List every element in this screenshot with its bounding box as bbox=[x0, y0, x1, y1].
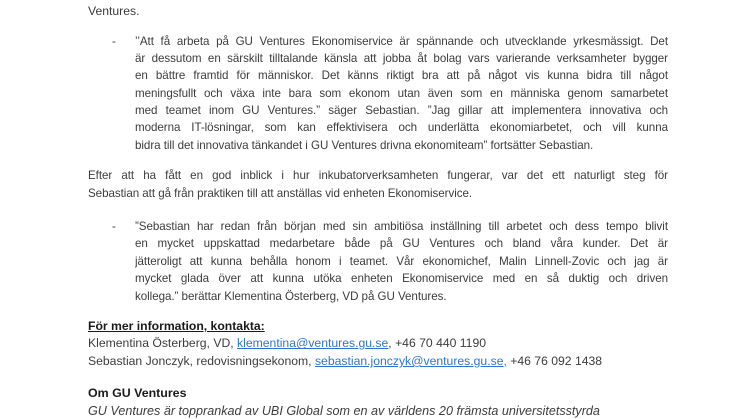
text-line: Efter att ha fått en god inblick i hur inkubatorverksamheten fungerar, var det ett naturligt steg för bbox=[88, 169, 668, 183]
text-line: bidra till det innovativa tänkandet i GU Ventures drivna ekonomiteam” fortsätter Sebastian. bbox=[135, 138, 594, 152]
text-line: en bättre framtid för människor. Det känns riktigt bra att på något vis kunna bidra till något bbox=[135, 69, 668, 83]
email-link-sebastian[interactable]: sebastian.jonczyk@ventures.gu.se, bbox=[314, 353, 507, 368]
text-line: Sebastian att gå från praktiken till att anställas vid enheten Ekonomiservice. bbox=[88, 186, 473, 200]
text-line: ’’Att få arbeta på GU Ventures Ekonomiservice är spännande och utvecklande yrkesmässigt. Det bbox=[135, 34, 668, 48]
text-line: med teamet inom GU Ventures.” säger Sebastian. ”Jag gillar att implementera innovativa och bbox=[135, 104, 668, 118]
body-paragraph bbox=[88, 167, 668, 202]
quote-bullet-2 bbox=[88, 218, 668, 305]
bullet-marker: - bbox=[112, 34, 116, 48]
quote-paragraph-1 bbox=[135, 33, 668, 155]
bullet-marker: - bbox=[112, 220, 116, 234]
about-text: GU Ventures är topprankad av UBI Global som en av världens 20 främsta universitetsstyrda bbox=[88, 403, 600, 418]
text-line: jätteroligt att kunna behålla honom i teamet. Vår ekonomichef, Malin Linnell-Zovic och jag är bbox=[135, 254, 668, 268]
text-line: mycket glada över att kunna utöka enheten Ekonomiservice med en så duktig och driven bbox=[135, 272, 668, 286]
contact-line-klementina bbox=[88, 335, 668, 353]
email-link-klementina[interactable]: klementina@ventures.gu.se bbox=[237, 336, 389, 351]
quote-bullet-1 bbox=[88, 33, 668, 155]
contact-name-role: Klementina Österberg, VD, bbox=[88, 336, 238, 351]
about-heading: Om GU Ventures bbox=[88, 386, 187, 401]
about-section bbox=[88, 385, 668, 419]
text-line: ”Sebastian har redan från början med sin ambitiösa inställning till arbetet och dess tempo blivit bbox=[135, 220, 668, 234]
text-line: meningsfullt och växa inte bara som ekonom utan även som en människa genom samarbetet bbox=[135, 86, 668, 100]
contact-section bbox=[88, 318, 668, 371]
text-line: kollega.” berättar Klementina Österberg, VD på GU Ventures. bbox=[135, 289, 447, 303]
contact-phone: , +46 70 440 1190 bbox=[388, 336, 486, 351]
quote-paragraph-2 bbox=[135, 218, 668, 305]
text-line: en mycket uppskattad medarbetare både på GU Ventures och bland våra kunder. Det är bbox=[135, 237, 668, 251]
text-line: moderna IT-lösningar, som kan effektivisera och underlätta ekonomiarbetet, och vill kunna bbox=[135, 121, 668, 135]
intro-fragment: Ventures. bbox=[88, 4, 140, 18]
contact-phone: +46 76 092 1438 bbox=[506, 353, 603, 368]
contact-heading: För mer information, kontakta: bbox=[88, 318, 265, 333]
text-line: är dessutom en särskilt tilltalande känsla att jobba åt bolag vars varierande verksamheter bygger bbox=[135, 51, 668, 65]
contact-line-sebastian bbox=[88, 353, 668, 371]
contact-name-role: Sebastian Jonczyk, redovisningsekonom, bbox=[88, 353, 315, 368]
